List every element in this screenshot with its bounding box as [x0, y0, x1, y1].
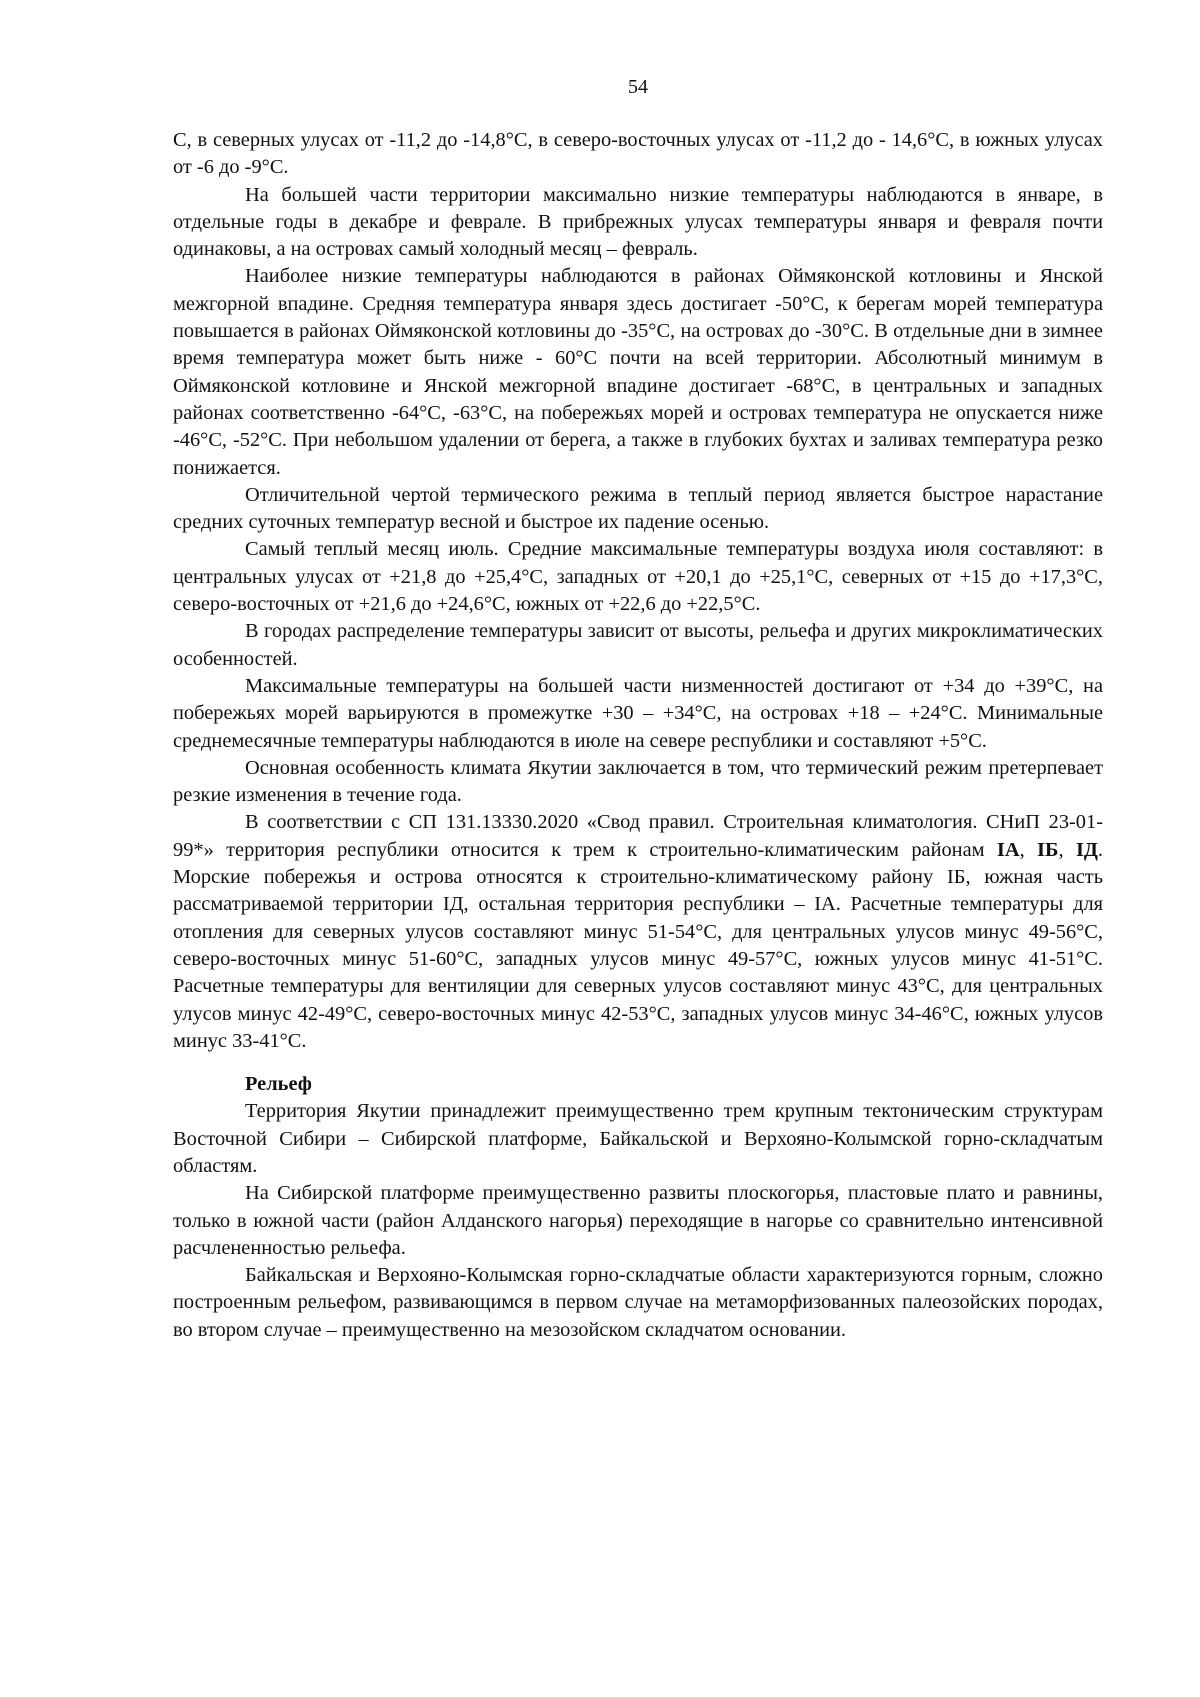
paragraph-fold-areas: Байкальская и Верхояно-Колымская горно-складчатые области характеризуются горным, сложно построенным рельефом, развивающимся в первом случае на метаморфизованных палеозойских породах, во втором случае – преимущественно на мезозойском складчатом основании.	[173, 1264, 1103, 1341]
section-heading-relief: Рельеф	[245, 1073, 312, 1096]
paragraph-climatic-regions	[173, 809, 1103, 1055]
document-page	[173, 0, 1103, 1697]
paragraph-continuation: С, в северных улусах от -11,2 до -14,8°С, в северо-восточных улусах от -11,2 до - 14,6°С, в южных улусах от -6 до -9°С.	[173, 129, 1103, 179]
paragraph-cities: В городах распределение температуры зависит от высоты, рельефа и других микроклиматических особенностей.	[173, 620, 1103, 670]
paragraph-tectonic-structures: Территория Якутии принадлежит преимущественно трем крупным тектоническим структурам Восточной Сибири – Сибирской платформе, Байкальской и Верхояно-Колымской горно-складчатым областям.	[173, 1100, 1103, 1177]
page-number: 54	[628, 76, 648, 98]
paragraph-siberian-platform: На Сибирской платформе преимущественно развиты плоскогорья, пластовые плато и равнины, только в южной части (район Алданского нагорья) переходящие в нагорье со сравнительно интенсивной расчлененностью рельефа.	[173, 1182, 1103, 1259]
climatic-regions-intro: В соответствии с СП 131.13330.2020 «Свод правил. Строительная климатология. СНиП 23-01-99*» территория республики относится к трем к строительно-климатическим районам	[173, 811, 1103, 861]
paragraph-thermal-regime: Отличительной чертой термического режима в теплый период является быстрое нарастание средних суточных температур весной и быстрое их падение осенью.	[173, 483, 1103, 534]
paragraph-maximum-temperatures: Максимальные температуры на большей части низменностей достигают от +34 до +39°С, на побережьях морей варьируются в промежутке +30 – +34°С, на островах +18 – +24°С. Минимальные среднемесячные температуры наблюдаются в июле на севере республики и составляют +5°С.	[173, 674, 1103, 752]
paragraph-climate-feature: Основная особенность климата Якутии заключается в том, что термический режим претерпевает резкие изменения в течение года.	[173, 756, 1103, 807]
region-ia: IA	[996, 838, 1020, 861]
separator: ,	[1019, 838, 1038, 861]
body-text	[173, 127, 1103, 1344]
paragraph-january-minimum: На большей части территории максимально низкие температуры наблюдаются в январе, в отдельные годы в декабре и феврале. В прибрежных улусах температуры января и февраля почти одинаковы, а на островах самый холодный месяц – февраль.	[173, 183, 1103, 261]
region-ib: IБ	[1037, 838, 1059, 861]
paragraph-warmest-month: Самый теплый месяц июль. Средние максимальные температуры воздуха июля составляют: в центральных улусах от +21,8 до +25,4°С, западных от +20,1 до +25,1°С, северных от +15 до +17,3°С, северо-восточных от +21,6 до +24,6°С, южных от +22,6 до +22,5°С.	[173, 538, 1103, 616]
climatic-regions-rest: . Морские побережья и острова относятся к строительно-климатическому району IБ, южная часть рассматриваемой территории IД, остальная территория республики – IA. Расчетные температуры для отопления для северных улусов составляют минус 51-54°С, для центральных улусов минус 49-56°С, северо-восточных минус 51-60°С, западных улусов минус 49-57°С, южных улусов минус 41-51°С. Расчетные температуры для вентиляции для северных улусов составляют минус 43°С, для центральных улусов минус 42-49°С, северо-восточных минус 42-53°С, западных улусов минус 34-46°С, южных улусов минус 33-41°С.	[173, 838, 1104, 1052]
separator: ,	[1058, 838, 1076, 861]
region-id: IД	[1075, 838, 1098, 861]
paragraph-lowest-temperatures: Наиболее низкие температуры наблюдаются в районах Оймяконской котловины и Янской межгорной впадине. Средняя температура января здесь достигает -50°С, к берегам морей температура повышается в районах Оймяконской котловины до -35°С, на островах до -30°С. В отдельные дни в зимнее время температура может быть ниже - 60°С почти на всей территории. Абсолютный минимум в Оймяконской котловине и Янской межгорной впадине достигает -68°С, в центральных и западных районах соответственно -64°С, -63°С, на побережьях морей и островах температура не опускается ниже -46°С, -52°С. При небольшом удалении от берега, а также в глубоких бухтах и заливах температура резко понижается.	[173, 265, 1103, 479]
